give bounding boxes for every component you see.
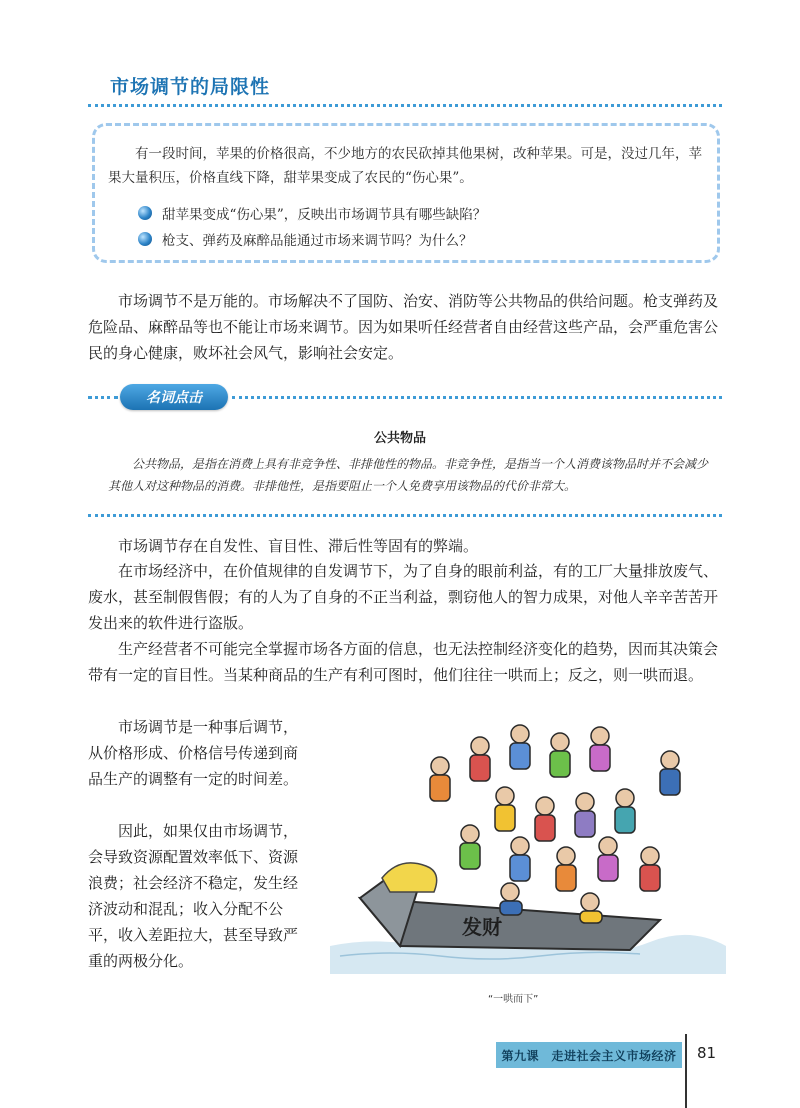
cartoon-illustration [330, 706, 726, 974]
boat-label: 发财 [462, 915, 502, 939]
page-number: 81 [697, 1044, 717, 1062]
figure-caption: “一哄而下” [488, 994, 539, 1005]
bullet-icon [138, 206, 152, 220]
body-paragraph: 在市场经济中，在价值规律的自发调节下，为了自身的眼前利益，有的工厂大量排放废气、废水，甚至制假售假；有的人为了自身的不正当利益，剽窃他人的智力成果，对他人辛辛苦苦开发出来的软件进行盗版。 [88, 562, 719, 632]
footer-rule [685, 1034, 687, 1108]
question-item [138, 229, 473, 249]
question-item [138, 203, 486, 223]
section-title: 市场调节的局限性 [110, 76, 271, 98]
term-tab: 名词点击 [120, 384, 228, 410]
cargo-sack [382, 863, 437, 892]
term-heading: 公共物品 [373, 431, 426, 446]
dotted-divider [88, 396, 118, 399]
question-text: 枪支、弹药及麻醉品能通过市场来调节吗？为什么？ [162, 233, 473, 249]
body-paragraph: 市场调节不是万能的。市场解决不了国防、治安、消防等公共物品的供给问题。枪支弹药及危险品、麻醉品等也不能让市场来调节。因为如果听任经营者自由经营这些产品，会严重危害公民的身心健康，败坏社会风气，影响社会安定。 [88, 292, 719, 362]
body-paragraph: 市场调节存在自发性、盲目性、滞后性等固有的弊端。 [118, 537, 479, 555]
case-text: 有一段时间，苹果的价格很高，不少地方的农民砍掉其他果树，改种苹果。可是，没过几年，苹果大量积压，价格直线下降，甜苹果变成了农民的“伤心果”。 [108, 146, 702, 186]
body-paragraph: 因此，如果仅由市场调节，会导致资源配置效率低下、资源浪费；社会经济不稳定，发生经济波动和混乱；收入分配不公平，收入差距拉大，甚至导致严重的两极分化。 [88, 822, 299, 970]
term-definition: 公共物品，是指在消费上具有非竞争性、非排他性的物品。非竞争性，是指当一个人消费该物品时并不会减少其他人对这种物品的消费。非排他性，是指要阻止一个人免费享用该物品的代价非常大。 [108, 457, 709, 493]
dotted-divider [232, 396, 722, 399]
lesson-footer: 第九课 走进社会主义市场经济 [496, 1042, 682, 1068]
crowd [430, 725, 680, 923]
body-paragraph: 生产经营者不可能完全掌握市场各方面的信息，也无法控制经济变化的趋势，因而其决策会带有一定的盲目性。当某种商品的生产有利可图时，他们往往一哄而上；反之，则一哄而退。 [88, 640, 719, 684]
bullet-icon [138, 232, 152, 246]
body-paragraph: 市场调节是一种事后调节，从价格形成、价格信号传递到商品生产的调整有一定的时间差。 [88, 718, 299, 788]
question-text: 甜苹果变成“伤心果”，反映出市场调节具有哪些缺陷？ [162, 207, 487, 223]
dotted-divider [88, 514, 722, 517]
dotted-divider [88, 104, 722, 107]
